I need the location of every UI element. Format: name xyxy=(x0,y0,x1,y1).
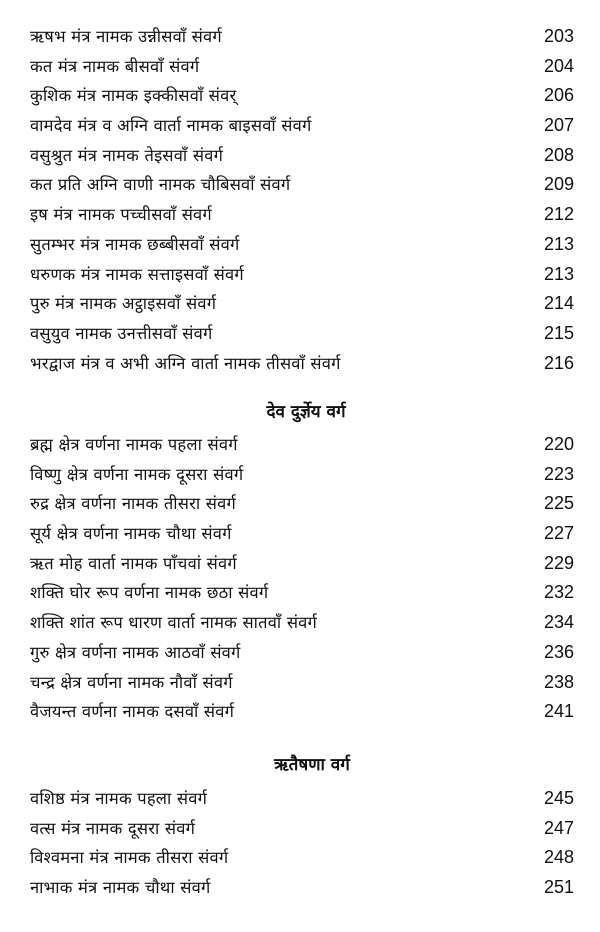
toc-entry-title: पुरु मंत्र नामक अट्ठाइसवाँ संवर्ग xyxy=(30,294,217,314)
toc-entry xyxy=(0,519,600,549)
toc-entry xyxy=(0,230,600,260)
toc-entry xyxy=(0,460,600,490)
toc-entry-title: ऋत मोह वार्ता नामक पाँचवां संवर्ग xyxy=(30,553,237,573)
toc-entry-page: 225 xyxy=(543,493,574,514)
section-heading-dev-durgyey: देव दुर्ज्ञेय वर्ग xyxy=(266,402,346,422)
toc-entry-page: 204 xyxy=(543,55,574,76)
toc-entry-title: वशिष्ठ मंत्र नामक पहला संवर्ग xyxy=(30,789,208,808)
toc-entry-page: 214 xyxy=(543,293,574,314)
toc-entry-page: 238 xyxy=(543,671,574,692)
toc-entry xyxy=(0,200,600,230)
toc-entry xyxy=(0,111,600,141)
toc-entry xyxy=(0,843,600,873)
contents-section-2 xyxy=(0,430,600,727)
toc-entry-page: 236 xyxy=(543,641,574,662)
toc-entry xyxy=(0,489,600,519)
toc-entry-page: 212 xyxy=(543,204,574,225)
toc-entry-page: 208 xyxy=(543,144,574,165)
toc-entry-title: वत्स मंत्र नामक दूसरा संवर्ग xyxy=(30,818,196,838)
toc-entry-page: 234 xyxy=(543,612,574,633)
toc-entry xyxy=(0,141,600,171)
toc-entry xyxy=(0,430,600,460)
toc-entry-page: 232 xyxy=(543,582,574,603)
contents-section-1 xyxy=(0,22,600,378)
toc-entry-title: कत मंत्र नामक बीसवाँ संवर्ग xyxy=(30,56,200,76)
toc-entry-title: विष्णु क्षेत्र वर्णना नामक दूसरा संवर्ग xyxy=(30,464,244,484)
toc-entry-title: भरद्वाज मंत्र व अभी अग्नि वार्ता नामक तीसवाँ संवर्ग xyxy=(30,353,341,373)
toc-entry-title: वसुयुव नामक उनत्तीसवाँ संवर्ग xyxy=(30,323,213,343)
toc-entry xyxy=(0,289,600,319)
toc-entry-page: 206 xyxy=(543,85,574,106)
contents-section-3 xyxy=(0,784,600,903)
toc-entry-title: कत प्रति अग्नि वाणी नामक चौबिसवाँ संवर्ग xyxy=(30,175,291,195)
toc-entry-page: 203 xyxy=(543,26,574,46)
toc-entry-page: 227 xyxy=(543,523,574,544)
toc-entry xyxy=(0,81,600,111)
toc-entry-page: 216 xyxy=(543,352,574,373)
toc-entry xyxy=(0,638,600,668)
toc-entry-title: कुशिक मंत्र नामक इक्कीसवाँ संवर् xyxy=(30,86,237,106)
toc-entry-title: सूर्य क्षेत्र वर्णना नामक चौथा संवर्ग xyxy=(30,524,232,544)
toc-entry xyxy=(0,22,600,52)
toc-entry-page: 209 xyxy=(543,174,574,195)
toc-entry-page: 251 xyxy=(543,877,574,898)
toc-entry-title: वसुश्रुत मंत्र नामक तेइसवाँ संवर्ग xyxy=(30,145,224,165)
toc-entry-title: ऋषभ मंत्र नामक उन्नीसवाँ संवर्ग xyxy=(30,27,222,46)
toc-entry-title: सुतम्भर मंत्र नामक छब्बीसवाँ संवर्ग xyxy=(30,234,240,254)
toc-entry-title: इष मंत्र नामक पच्चीसवाँ संवर्ग xyxy=(30,205,212,225)
toc-entry-page: 213 xyxy=(543,263,574,284)
toc-entry-page: 248 xyxy=(543,847,574,868)
toc-entry xyxy=(0,784,600,814)
toc-entry-title: ब्रह्म क्षेत्र वर्णना नामक पहला संवर्ग xyxy=(30,435,238,454)
toc-entry-page: 223 xyxy=(543,463,574,484)
toc-entry xyxy=(0,170,600,200)
toc-entry xyxy=(0,549,600,579)
toc-entry-title: चन्द्र क्षेत्र वर्णना नामक नौवाँ संवर्ग xyxy=(30,672,233,692)
toc-entry-title: धरुणक मंत्र नामक सत्ताइसवाँ संवर्ग xyxy=(30,264,244,284)
toc-entry xyxy=(0,873,600,903)
toc-entry-page: 207 xyxy=(543,115,574,136)
toc-entry-page: 220 xyxy=(543,434,574,454)
toc-entry-title: नाभाक मंत्र नामक चौथा संवर्ग xyxy=(30,878,211,898)
toc-entry xyxy=(0,697,600,727)
toc-entry-title: शक्ति घोर रूप वर्णना नामक छठा संवर्ग xyxy=(30,583,269,603)
toc-entry-title: शक्ति शांत रूप धारण वार्ता नामक सातवाँ संवर्ग xyxy=(30,613,318,633)
toc-entry xyxy=(0,608,600,638)
toc-entry xyxy=(0,349,600,379)
toc-entry xyxy=(0,260,600,290)
toc-entry-page: 213 xyxy=(543,233,574,254)
toc-entry-page: 241 xyxy=(543,701,574,722)
toc-entry-title: वैजयन्त वर्णना नामक दसवाँ संवर्ग xyxy=(30,702,235,722)
toc-entry-page: 247 xyxy=(543,817,574,838)
toc-entry-page: 229 xyxy=(543,552,574,573)
toc-entry-page: 215 xyxy=(543,322,574,343)
toc-entry-title: गुरु क्षेत्र वर्णना नामक आठवाँ संवर्ग xyxy=(30,642,241,662)
toc-entry xyxy=(0,319,600,349)
toc-entry-title: विश्वमना मंत्र नामक तीसरा संवर्ग xyxy=(30,848,229,868)
toc-entry xyxy=(0,814,600,844)
toc-entry xyxy=(0,52,600,82)
toc-entry xyxy=(0,668,600,698)
toc-entry-page: 245 xyxy=(543,788,574,808)
toc-entry-title: रुद्र क्षेत्र वर्णना नामक तीसरा संवर्ग xyxy=(30,494,236,514)
toc-entry-title: वामदेव मंत्र व अग्नि वार्ता नामक बाइसवाँ संवर्ग xyxy=(30,116,312,136)
section-heading-ritaishana: ऋतैषणा वर्ग xyxy=(274,755,350,775)
toc-entry xyxy=(0,578,600,608)
